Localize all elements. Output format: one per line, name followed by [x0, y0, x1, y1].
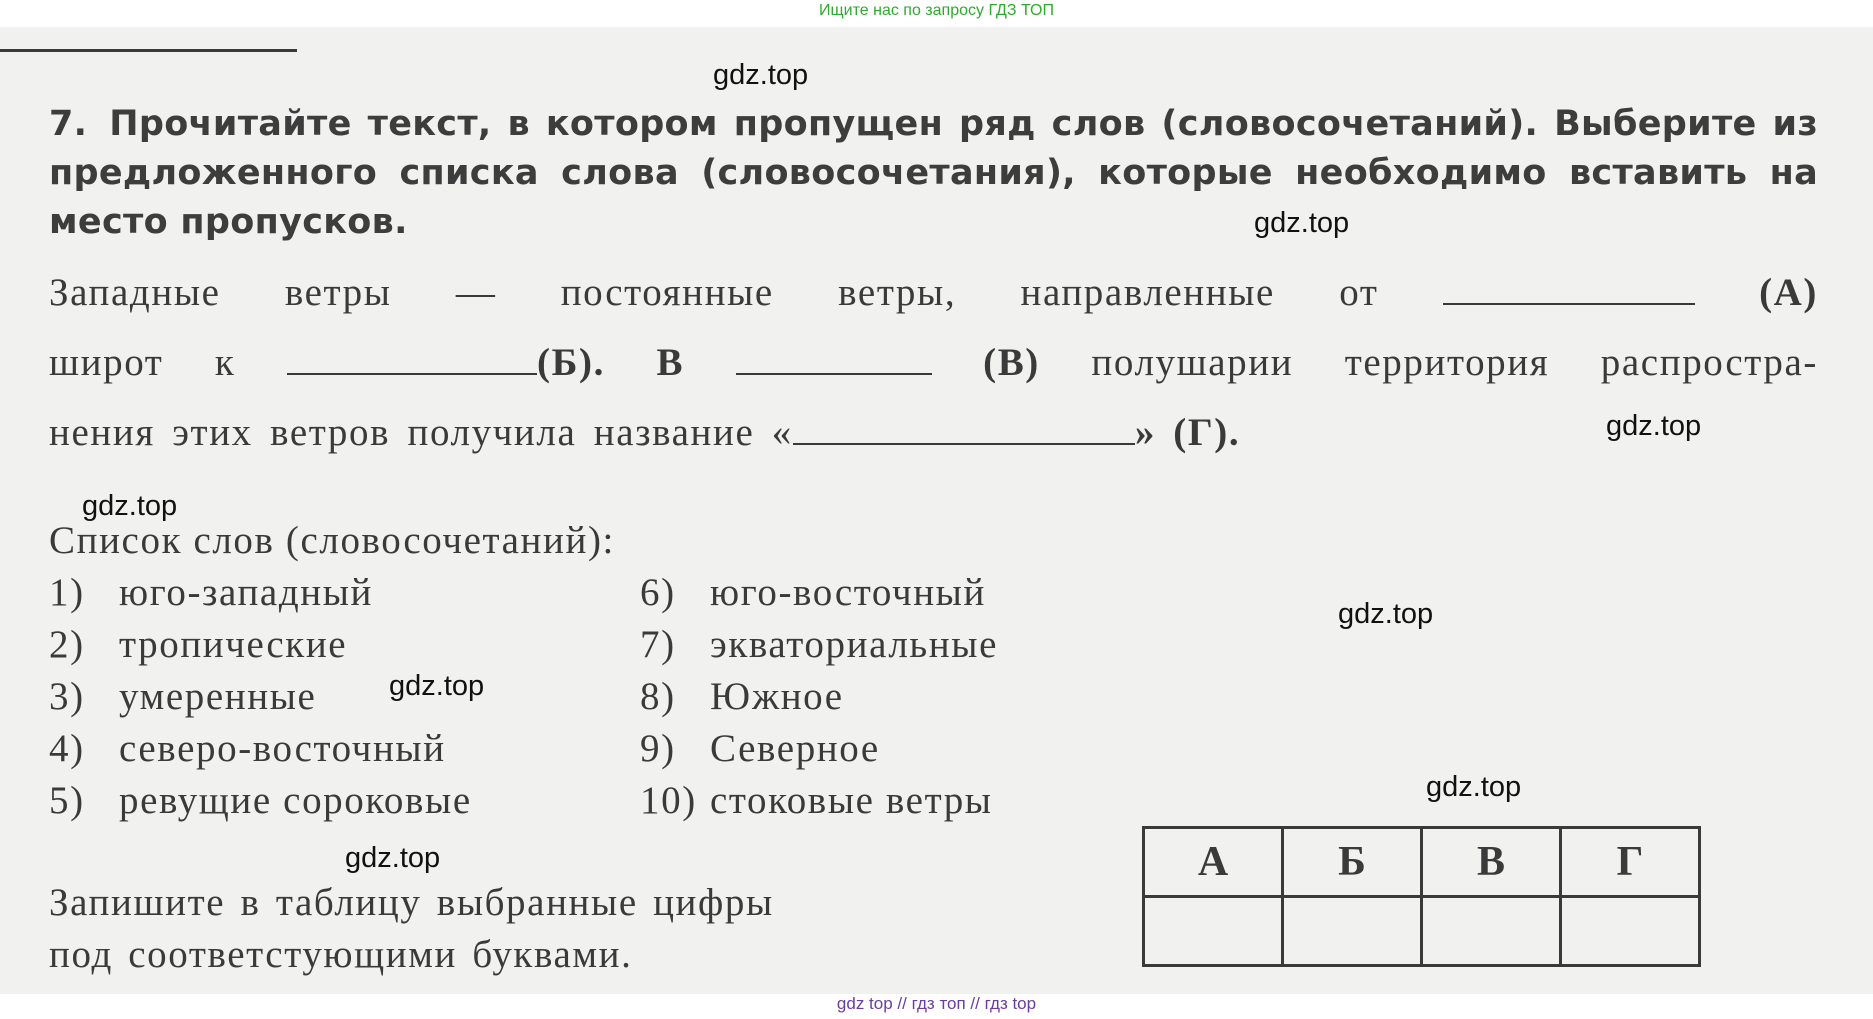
option-7 [640, 619, 998, 671]
option-text: ревущие сороковые [119, 779, 472, 822]
option-text: юго-восточный [710, 571, 986, 614]
mark-a: (А) [1759, 271, 1819, 314]
task-instruction-text: Прочитайте текст, в котором пропущен ряд слов (словосочетаний). Выберите из предложенного списка слова (словосочетания), которые необходимо вставить на место пропусков. [49, 104, 1818, 242]
blank-g [793, 413, 1135, 445]
mark-b: (Б). [537, 341, 605, 384]
option-number: 4) [49, 727, 85, 770]
option-text: тропические [119, 623, 348, 666]
bottom-banner[interactable]: gdz top // гдз топ // гдз top [836, 994, 1037, 1013]
answer-header-b: Б [1283, 828, 1422, 897]
option-number: 8) [640, 675, 676, 718]
text-line-3-end: » (Г). [1134, 411, 1241, 454]
option-2 [49, 619, 347, 671]
option-number: 9) [640, 727, 676, 770]
option-8 [640, 671, 844, 723]
blank-b [287, 343, 537, 375]
option-number: 1) [49, 571, 85, 614]
answer-table [1142, 826, 1701, 967]
answer-table-header-row [1144, 828, 1700, 897]
option-number: 6) [640, 571, 676, 614]
text-line-2 [49, 328, 1818, 398]
watermark: gdz.top [345, 842, 441, 874]
watermark: gdz.top [1254, 207, 1350, 239]
text-line-3 [49, 398, 1818, 468]
watermark: gdz.top [389, 670, 485, 702]
answer-cell-g[interactable] [1561, 897, 1700, 966]
top-rule [0, 49, 297, 52]
write-instruction-line-1: Запишите в таблицу выбранные цифры [49, 881, 774, 924]
watermark: gdz.top [1338, 598, 1434, 630]
text-line-3-start: нения этих ветров получила название « [49, 411, 793, 454]
option-5 [49, 775, 472, 827]
answer-header-v: В [1422, 828, 1561, 897]
option-number: 5) [49, 779, 85, 822]
option-number: 7) [640, 623, 676, 666]
option-number: 10) [640, 779, 697, 822]
blank-a [1443, 273, 1695, 305]
option-text: экваториальные [710, 623, 998, 666]
option-number: 3) [49, 675, 85, 718]
option-number: 2) [49, 623, 85, 666]
watermark: gdz.top [1606, 410, 1702, 442]
top-banner[interactable]: Ищите нас по запросу ГДЗ ТОП [819, 2, 1054, 19]
option-text: северо-восточный [119, 727, 446, 770]
option-6 [640, 567, 986, 619]
option-text: умеренные [119, 675, 317, 718]
answer-cell-v[interactable] [1422, 897, 1561, 966]
option-4 [49, 723, 446, 775]
task-instruction [49, 100, 1818, 247]
write-instruction [49, 877, 949, 981]
option-1 [49, 567, 373, 619]
answer-header-g: Г [1561, 828, 1700, 897]
text-line-2-mid: В [656, 341, 685, 384]
answer-cell-a[interactable] [1144, 897, 1283, 966]
write-instruction-line-2: под соответстующими буквами. [49, 933, 633, 976]
option-text: Северное [710, 727, 880, 770]
list-title: Список слов (словосочетаний): [49, 519, 615, 562]
text-line-2-start: широт к [49, 341, 236, 384]
answer-header-a: А [1144, 828, 1283, 897]
mark-v: (В) [983, 341, 1040, 384]
option-10 [640, 775, 993, 827]
text-line-1 [49, 258, 1818, 328]
text-line-1-start: Западные ветры — постоянные ветры, направленные от [49, 271, 1379, 314]
blank-v [736, 343, 932, 375]
option-9 [640, 723, 880, 775]
option-text: юго-западный [119, 571, 374, 614]
watermark: gdz.top [713, 59, 809, 91]
text-line-2-end: полушарии территория распростра- [1091, 341, 1818, 384]
watermark: gdz.top [1426, 771, 1522, 803]
option-3 [49, 671, 316, 723]
option-text: стоковые ветры [710, 779, 993, 822]
answer-table-answer-row [1144, 897, 1700, 966]
watermark: gdz.top [82, 490, 178, 522]
option-text: Южное [710, 675, 844, 718]
task-number: 7. [49, 104, 88, 144]
answer-cell-b[interactable] [1283, 897, 1422, 966]
